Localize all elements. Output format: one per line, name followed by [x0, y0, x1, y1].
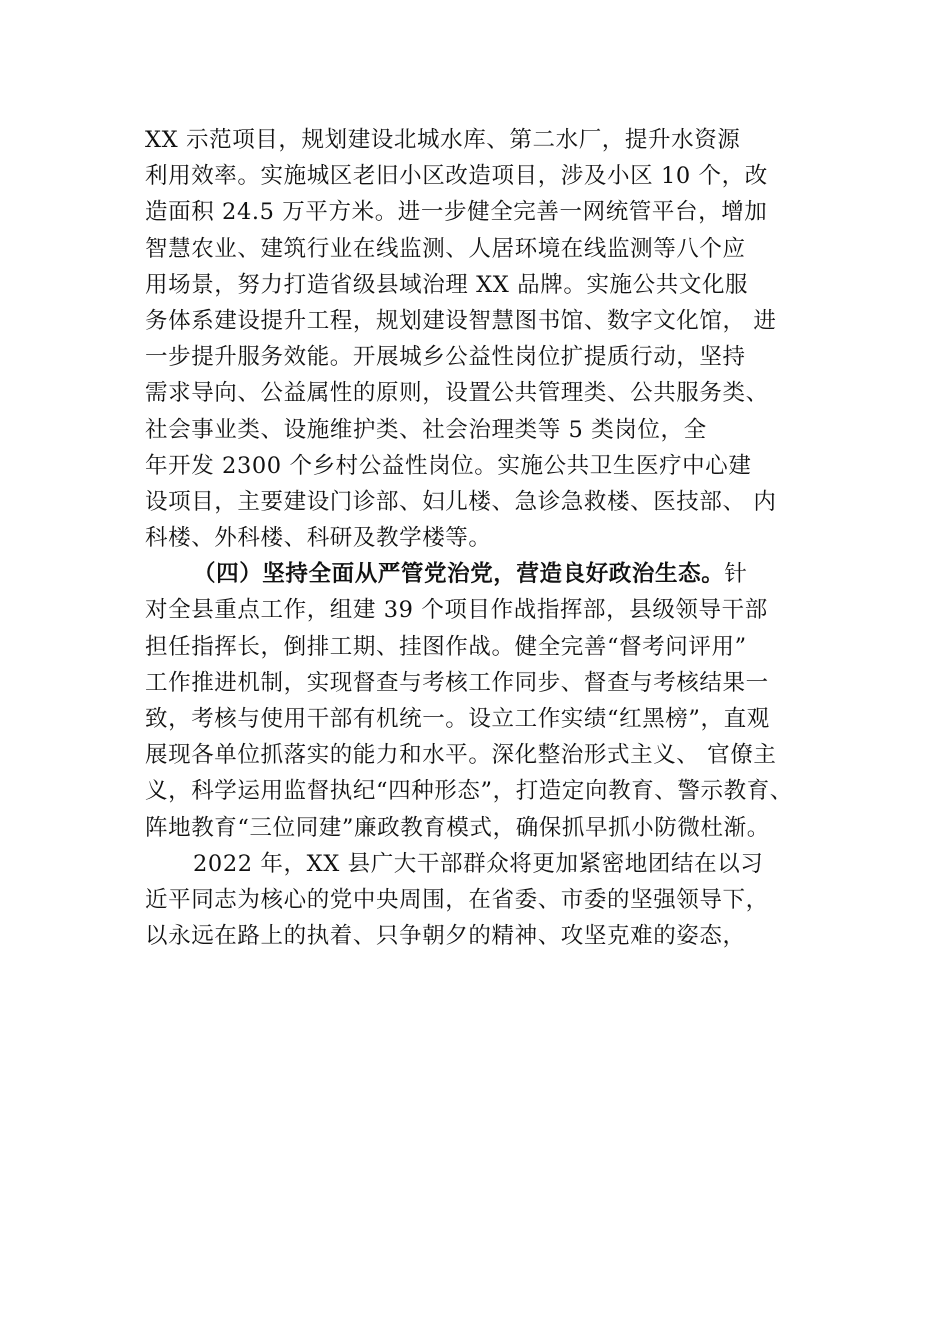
text-line: 展现各单位抓落实的能力和水平。深化整治形式主义、 官僚主 [145, 742, 777, 769]
text-line: 利用效率。实施城区老旧小区改造项目，涉及小区 10 个，改 [145, 163, 768, 190]
text-line: 工作推进机制，实现督查与考核工作同步、督查与考核结果一 [145, 669, 769, 696]
text-line: 社会事业类、设施维护类、社会治理类等 5 类岗位，全 [145, 416, 707, 443]
text-line: 一步提升服务效能。开展城乡公益性岗位扩提质行动，坚持 [145, 344, 746, 371]
text-line: 对全县重点工作，组建 39 个项目作战指挥部，县级领导干部 [145, 597, 768, 624]
text-line: 义，科学运用监督执纪“四种形态”，打造定向教育、警示教育、 [145, 778, 793, 805]
heading-line-continuation: 针 [724, 561, 748, 588]
text-line: 年开发 2300 个乡村公益性岗位。实施公共卫生医疗中心建 [145, 452, 752, 479]
text-line: 以永远在路上的执着、只争朝夕的精神、攻坚克难的姿态， [145, 923, 746, 950]
text-line: 致，考核与使用干部有机统一。设立工作实绩“红黑榜”，直观 [145, 706, 770, 732]
document-body [145, 122, 845, 954]
text-line: 科楼、外科楼、科研及教学楼等。 [145, 525, 492, 552]
text-line: 需求导向、公益属性的原则，设置公共管理类、公共服务类、 [145, 380, 769, 407]
paragraph-public-projects [145, 122, 845, 556]
text-line: 近平同志为核心的党中央周围，在省委、市委的坚强领导下， [145, 886, 769, 913]
text-line: 设项目，主要建设门诊部、妇儿楼、急诊急救楼、医技部、 内 [145, 488, 777, 515]
paragraph-party-governance [145, 556, 845, 846]
text-line: 用场景，努力打造省级县域治理 XX 品牌。实施公共文化服 [145, 271, 749, 298]
text-line: 2022 年，XX 县广大干部群众将更加紧密地团结在以习 [193, 850, 764, 877]
text-line: 务体系建设提升工程，规划建设智慧图书馆、数字文化馆， 进 [145, 307, 777, 334]
text-line: 智慧农业、建筑行业在线监测、人居环境在线监测等八个应 [145, 235, 746, 262]
section-heading-line [145, 556, 845, 592]
section-heading: （四）坚持全面从严管党治党，营造良好政治生态。 [193, 561, 725, 588]
text-line: 担任指挥长，倒排工期、挂图作战。健全完善“督考问评用” [145, 633, 747, 660]
text-line: 阵地教育“三位同建”廉政教育模式，确保抓早抓小防微杜渐。 [145, 814, 770, 841]
paragraph-outlook-2022 [145, 846, 845, 955]
text-line: 造面积 24.5 万平方米。进一步健全完善一网统管平台，增加 [145, 199, 768, 226]
text-line: XX 示范项目，规划建设北城水库、第二水厂，提升水资源 [145, 127, 741, 153]
